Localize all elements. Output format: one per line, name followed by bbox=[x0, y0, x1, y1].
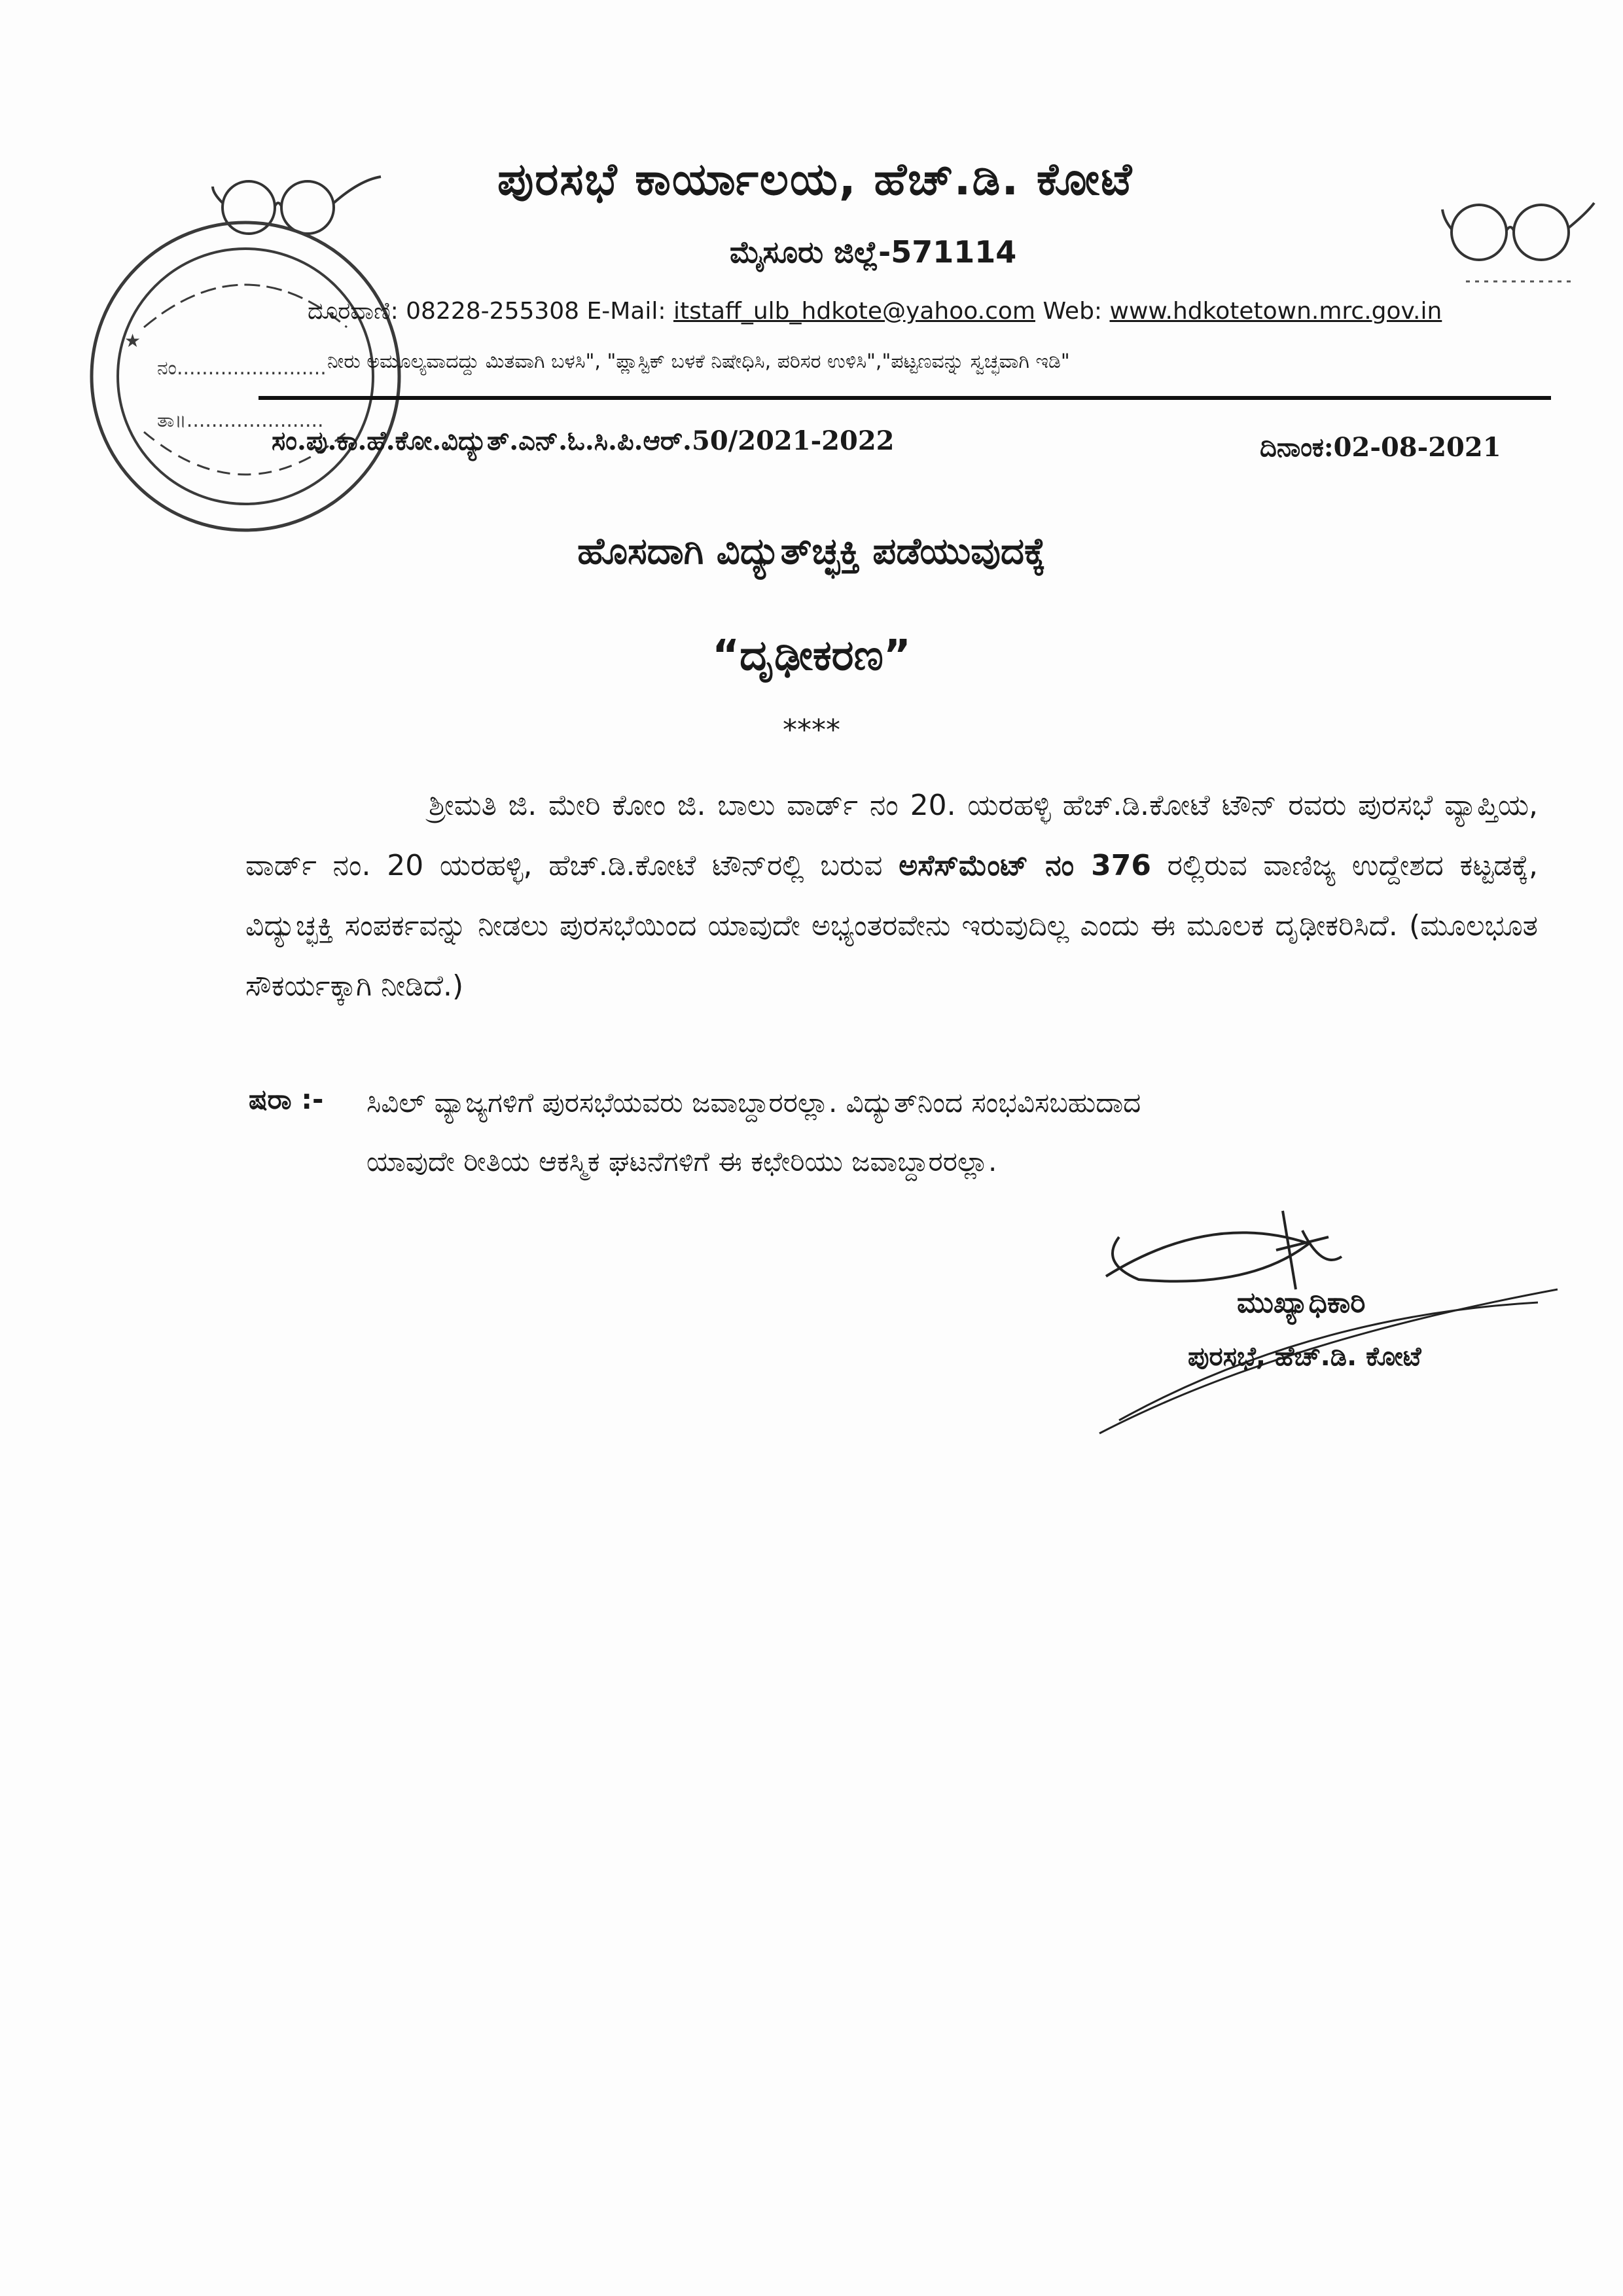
web-label: Web: bbox=[1043, 298, 1103, 325]
slogans-line: ನೀರು ಅಮೂಲ್ಯವಾದದ್ದು ಮಿತವಾಗಿ ಬಳಸಿ", "ಪ್ಲಾಸ್ಟಿಕ್ ಬಳಕೆ ನಿಷೇಧಿಸಿ, ಪರಿಸರ ಉಳಿಸಿ","ಪಟ್ಟಣವನ್ನು ಸ್ವಚ್ಛವಾಗಿ ಇಡಿ" bbox=[327, 350, 1070, 373]
reference-number: ಸಂ.ಪು.ಕಾ.ಹೆ.ಕೋ.ವಿದ್ಯುತ್.ಎನ್.ಓ.ಸಿ.ಪಿ.ಆರ್.50/2021-2022 bbox=[272, 425, 895, 456]
office-title: ಪುರಸಭೆ ಕಾರ್ಯಾಲಯ, ಹೆಚ್.ಡಿ. ಕೋಟೆ bbox=[497, 154, 1133, 206]
paragraph-text-1: ಶ್ರೀಮತಿ ಜಿ. ಮೇರಿ ಕೋಂ ಜಿ. ಬಾಲು ವಾರ್ಡ್ ನಂ 20. ಯರಹಳ್ಳಿ ಹೆಚ್.ಡಿ.ಕೋಟೆ ಟೌನ್ ರವರು ಪುರಸಭೆ ವ್ಯಾಪ್ತಿಯ, ವಾರ್ಡ್ ನಂ. 20 ಯರಹಳ್ಳಿ, ಹೆಚ್.ಡಿ.ಕೋಟೆ ಟೌನ್‌ರಲ್ಲಿ ಬರುವ bbox=[245, 789, 1538, 882]
web-link[interactable]: www.hdkotetown.mrc.gov.in bbox=[1109, 298, 1442, 325]
seal-number-line: ನಂ........................ bbox=[157, 357, 327, 380]
document-title: “ದೃಢೀಕರಣ” bbox=[712, 632, 911, 680]
signatory-office: ಪುರಸಭೆ, ಹೆಚ್.ಡಿ. ಕೋಟೆ bbox=[1188, 1342, 1421, 1372]
email-label: E-Mail: bbox=[586, 298, 666, 325]
district-line: ಮೈಸೂರು ಜಿಲ್ಲೆ-571114 bbox=[730, 234, 1017, 270]
subject-heading: ಹೊಸದಾಗಿ ವಿದ್ಯುತ್‌ಚ್ಛಕ್ತಿ ಪಡೆಯುವುದಕ್ಕೆ bbox=[577, 530, 1046, 573]
seal-date-line: ತಾ॥...................... bbox=[157, 409, 324, 432]
phone-number: ದೂರವಾಣಿ: 08228-255308 bbox=[308, 298, 580, 325]
separator-stars: **** bbox=[783, 713, 840, 747]
svg-text:★: ★ bbox=[124, 330, 141, 351]
note-line-1: ಸಿವಿಲ್ ವ್ಯಾಜ್ಯಗಳಿಗೆ ಪುರಸಭೆಯವರು ಜವಾಬ್ದಾರರಲ್ಲಾ. ವಿದ್ಯುತ್‌ನಿಂದ ಸಂಭವಿಸಬಹುದಾದ bbox=[366, 1086, 1141, 1119]
certificate-paragraph bbox=[245, 776, 1538, 1016]
assessment-number: ಅಸೆಸ್‌ಮೆಂಟ್ ನಂ 376 bbox=[899, 849, 1151, 882]
note-line-2: ಯಾವುದೇ ರೀತಿಯ ಆಕಸ್ಮಿಕ ಘಟನೆಗಳಿಗೆ ಈ ಕಛೇರಿಯು ಜವಾಬ್ದಾರರಲ್ಲಾ. bbox=[366, 1145, 997, 1177]
note-label: ಷರಾ :- bbox=[249, 1083, 324, 1115]
contact-line bbox=[308, 298, 1442, 325]
email-link[interactable]: itstaff_ulb_hdkote@yahoo.com bbox=[673, 298, 1035, 325]
header-divider bbox=[259, 396, 1551, 400]
paragraph-text-2: ರಲ್ಲಿರುವ ವಾಣಿಜ್ಯ ಉದ್ದೇಶದ ಕಟ್ಟಡಕ್ಕೆ, ವಿದ್ಯುಚ್ಛಕ್ತಿ ಸಂಪರ್ಕವನ್ನು ನೀಡಲು ಪುರಸಭೆಯಿಂದ ಯಾವುದೇ ಅಭ್ಯಂತರವೇನು ಇರುವುದಿಲ್ಲ ಎಂದು ಈ ಮೂಲಕ ದೃಢೀಕರಿಸಿದೆ. (ಮೂಲಭೂತ ಸೌಕರ್ಯಕ್ಕಾಗಿ ನೀಡಿದೆ.) bbox=[245, 849, 1538, 1003]
letter-date: ದಿನಾಂಕ:02-08-2021 bbox=[1260, 432, 1501, 463]
swachh-bharat-logo-right-icon bbox=[1440, 183, 1597, 301]
signatory-title: ಮುಖ್ಯಾಧಿಕಾರಿ bbox=[1237, 1286, 1366, 1319]
